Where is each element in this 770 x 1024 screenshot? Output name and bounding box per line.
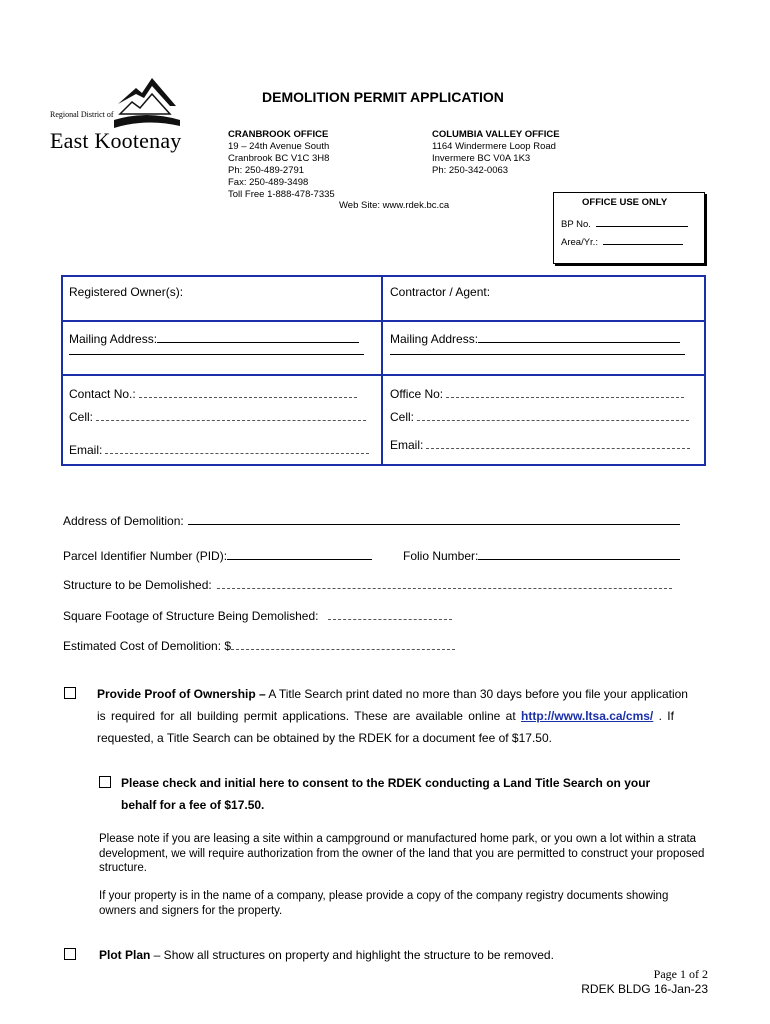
cranbrook-office xyxy=(228,129,335,201)
contractor-mailing-label: Mailing Address: xyxy=(390,332,479,346)
owner-mailing-label: Mailing Address: xyxy=(69,332,158,346)
logo-small-text: Regional District of xyxy=(50,110,114,119)
office-use-box xyxy=(553,192,705,264)
consent-line2: behalf for a fee of $17.50. xyxy=(121,798,265,812)
cranbrook-line: Toll Free 1-888-478-7335 xyxy=(228,189,335,200)
structure-field[interactable] xyxy=(63,577,672,592)
note-company: If your property is in the name of a company, please provide a copy of the company registry documents showing owners and signers for the property. xyxy=(99,890,669,917)
contact-table xyxy=(61,275,706,466)
contractor-email-label: Email: xyxy=(390,438,424,452)
columbia-office xyxy=(432,129,560,177)
plot-plan-bold: Plot Plan xyxy=(99,948,151,962)
consent-text xyxy=(121,775,711,813)
plot-plan-text xyxy=(99,947,554,963)
proof-text1: A Title Search print dated no more than 30 days before you file your application xyxy=(265,687,688,701)
ltsa-link[interactable]: http://www.ltsa.ca/cms/ xyxy=(521,709,654,723)
table-divider xyxy=(381,277,383,464)
website: Web Site: www.rdek.bc.ca xyxy=(339,200,450,211)
sqft-field[interactable] xyxy=(63,608,452,623)
office-use-heading: OFFICE USE ONLY xyxy=(582,197,668,208)
plot-plan-checkbox[interactable] xyxy=(64,948,76,960)
columbia-line: 1164 Windermere Loop Road xyxy=(432,141,556,152)
consent-checkbox[interactable] xyxy=(99,776,111,788)
area-yr-label: Area/Yr.: xyxy=(561,237,598,248)
folio-label: Folio Number: xyxy=(403,549,479,563)
cranbrook-line: 19 – 24th Avenue South xyxy=(228,141,330,152)
sqft-label: Square Footage of Structure Being Demolished: xyxy=(63,609,319,623)
consent-line1: Please check and initial here to consent to the RDEK conducting a Land Title Search on your xyxy=(121,776,651,790)
contractor-mailing-line2[interactable] xyxy=(390,354,685,355)
owner-heading: Registered Owner(s): xyxy=(69,285,184,299)
owner-email-label: Email: xyxy=(69,443,103,457)
address-field[interactable] xyxy=(63,513,680,528)
proof-text3: requested, a Title Search can be obtained by the RDEK for a document fee of $17.50. xyxy=(97,731,552,745)
address-label: Address of Demolition: xyxy=(63,514,184,528)
columbia-heading: COLUMBIA VALLEY OFFICE xyxy=(432,129,560,140)
cranbrook-line: Ph: 250-489-2791 xyxy=(228,165,305,176)
cost-field[interactable] xyxy=(63,638,455,653)
page-title: DEMOLITION PERMIT APPLICATION xyxy=(262,89,504,105)
owner-email-field[interactable] xyxy=(69,442,369,457)
contractor-cell-field[interactable] xyxy=(390,409,689,424)
contractor-mailing-field[interactable] xyxy=(390,331,680,346)
owner-cell-field[interactable] xyxy=(69,409,366,424)
cranbrook-heading: CRANBROOK OFFICE xyxy=(228,129,329,140)
contractor-email-field[interactable] xyxy=(390,437,690,452)
cranbrook-line: Cranbrook BC V1C 3H8 xyxy=(228,153,330,164)
proof-text2b: . If xyxy=(653,709,674,723)
contractor-cell-label: Cell: xyxy=(390,410,415,424)
owner-mailing-line2[interactable] xyxy=(69,354,364,355)
table-divider xyxy=(63,374,704,376)
bp-no-label: BP No. xyxy=(561,219,591,230)
form-code: RDEK BLDG 16-Jan-23 xyxy=(581,982,708,996)
columbia-line: Ph: 250-342-0063 xyxy=(432,165,509,176)
cost-label: Estimated Cost of Demolition: $ xyxy=(63,639,232,653)
proof-paragraph xyxy=(97,686,707,746)
owner-contact-field[interactable] xyxy=(69,386,357,401)
table-divider xyxy=(63,320,704,322)
owner-contact-label: Contact No.: xyxy=(69,387,136,401)
cranbrook-line: Fax: 250-489-3498 xyxy=(228,177,309,188)
area-yr-field[interactable] xyxy=(561,233,683,248)
owner-mailing-field[interactable] xyxy=(69,331,359,346)
contractor-heading: Contractor / Agent: xyxy=(390,285,491,299)
folio-field[interactable] xyxy=(403,548,680,563)
pid-label: Parcel Identifier Number (PID): xyxy=(63,549,228,563)
proof-checkbox[interactable] xyxy=(64,687,76,699)
proof-bold: Provide Proof of Ownership – xyxy=(97,687,266,701)
structure-label: Structure to be Demolished: xyxy=(63,578,212,592)
contractor-office-label: Office No: xyxy=(390,387,444,401)
note-strata: Please note if you are leasing a site within a campground or manufactured home park, or you own a lot within a strata development, we will require authorization from the owner of the land that you are permitted to construct your proposed structure. xyxy=(99,833,705,874)
proof-text2a: is required for all building permit applications. These are available online at xyxy=(97,709,522,723)
columbia-line: Invermere BC V0A 1K3 xyxy=(432,153,531,164)
bp-no-field[interactable] xyxy=(561,215,688,230)
plot-plan-desc: – Show all structures on property and highlight the structure to be removed. xyxy=(150,948,554,962)
logo-name: East Kootenay xyxy=(50,128,182,153)
rdek-logo xyxy=(50,74,190,159)
pid-field[interactable] xyxy=(63,548,372,563)
owner-cell-label: Cell: xyxy=(69,410,94,424)
page-number: Page 1 of 2 xyxy=(653,967,708,981)
contractor-office-field[interactable] xyxy=(390,386,684,401)
